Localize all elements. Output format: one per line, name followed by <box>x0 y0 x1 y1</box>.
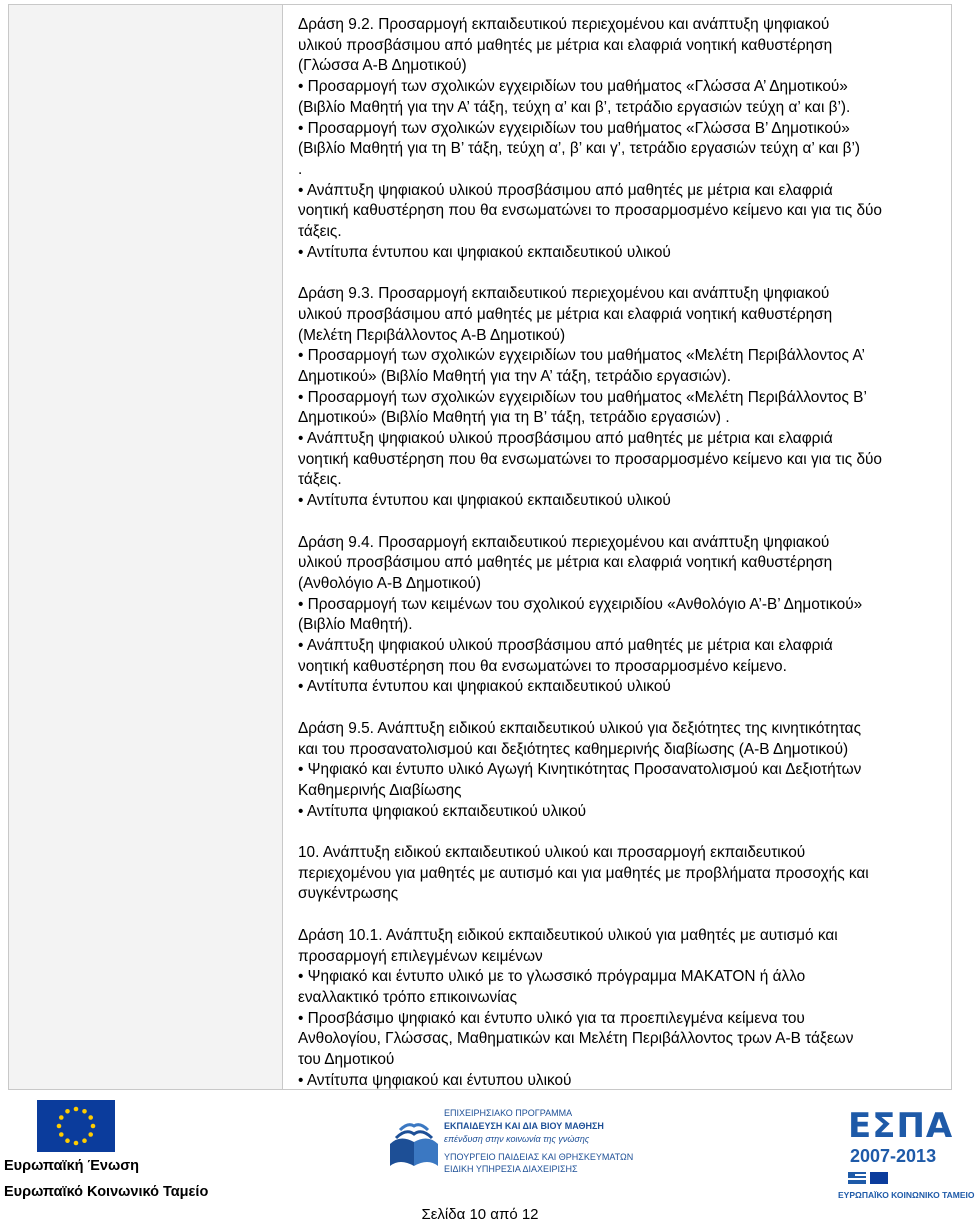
program-motto: επένδυση στην κοινωνία της γνώσης <box>444 1134 590 1144</box>
text-line: • Προσαρμογή των κειμένων του σχολικού εγχειριδίου «Ανθολόγιο Α’-Β’ Δημοτικού» <box>298 595 863 613</box>
epeaek-logo <box>386 1104 648 1176</box>
text-line: . <box>298 160 303 178</box>
program-title: ΕΠΙΧΕΙΡΗΣΙΑΚΟ ΠΡΟΓΡΑΜΜΑ <box>444 1108 573 1118</box>
text-line: • Ψηφιακό και έντυπο υλικό με το γλωσσικό πρόγραμμα MAKATON ή άλλο <box>298 968 806 986</box>
text-line: τάξεις. <box>298 471 342 489</box>
text-line: Δημοτικού» (Βιβλίο Μαθητή για την Α’ τάξη, τετράδιο εργασιών). <box>298 367 732 385</box>
text-line: Δημοτικού» (Βιβλίο Μαθητή για τη Β’ τάξη, τετράδιο εργασιών) . <box>298 409 730 427</box>
text-line: περιεχομένου για μαθητές με αυτισμό και για μαθητές με προβλήματα προσοχής και <box>298 864 869 882</box>
text-line: τάξεις. <box>298 223 342 241</box>
eu-star-icon <box>91 1124 96 1129</box>
text-line: νοητική καθυστέρηση που θα ενσωματώνει το προσαρμοσμένο κείμενο και για τις δύο <box>298 202 882 220</box>
text-line: • Ανάπτυξη ψηφιακού υλικού προσβάσιμου από μαθητές με μέτρια και ελαφριά <box>298 430 833 448</box>
text-line: Ανθολογίου, Γλώσσας, Μαθηματικών και Μελέτη Περιβάλλοντος τρων Α-Β τάξεων <box>298 1030 854 1048</box>
text-line: υλικού προσβάσιμου από μαθητές με μέτρια και ελαφριά νοητική καθυστέρηση <box>298 305 833 323</box>
espa-logo <box>838 1106 975 1216</box>
paragraph-gap <box>298 822 953 843</box>
espa-fund: ΕΥΡΩΠΑΪΚΟ ΚΟΙΝΩΝΙΚΟ ΤΑΜΕΙΟ <box>838 1190 975 1200</box>
eu-flag-icon <box>37 1100 115 1152</box>
text-line: • Αντίτυπα έντυπου και ψηφιακού εκπαιδευτικού υλικού <box>298 243 671 261</box>
text-line: (Βιβλίο Μαθητή για την Α’ τάξη, τεύχη α’ και β’, τετράδιο εργασιών τεύχη α’ και β’). <box>298 98 851 116</box>
espa-years: 2007-2013 <box>850 1146 937 1166</box>
text-line: υλικού προσβάσιμου από μαθητές με μέτρια και ελαφριά νοητική καθυστέρηση <box>298 554 833 572</box>
eu-star-icon <box>88 1132 93 1137</box>
book-logo-icon <box>386 1104 442 1174</box>
ministry-name: ΥΠΟΥΡΓΕΙΟ ΠΑΙΔΕΙΑΣ ΚΑΙ ΘΡΗΣΚΕΥΜΑΤΩΝ <box>444 1152 634 1162</box>
text-line: Καθημερινής Διαβίωσης <box>298 781 462 799</box>
text-line: Δράση 9.2. Προσαρμογή εκπαιδευτικού περιεχομένου και ανάπτυξη ψηφιακού <box>298 16 830 33</box>
paragraph-gap <box>298 512 953 533</box>
ministry-service: ΕΙΔΙΚΗ ΥΠΗΡΕΣΙΑ ΔΙΑΧΕΙΡΙΣΗΣ <box>444 1164 578 1174</box>
text-line: • Ψηφιακό και έντυπο υλικό Αγωγή Κινητικότητας Προσανατολισμού και Δεξιοτήτων <box>298 761 862 779</box>
page-footer <box>0 1098 975 1223</box>
eu-star-icon <box>65 1109 70 1114</box>
eu-star-icon <box>57 1124 62 1129</box>
espa-wordmark: ΕΣΠΑ <box>848 1106 954 1146</box>
text-line: Δράση 9.5. Ανάπτυξη ειδικού εκπαιδευτικού υλικού για δεξιότητες της κινητικότητας <box>298 719 861 737</box>
text-line: • Προσαρμογή των σχολικών εγχειριδίων του μαθήματος «Μελέτη Περιβάλλοντος Β’ <box>298 388 867 406</box>
text-line: Δράση 9.4. Προσαρμογή εκπαιδευτικού περιεχομένου και ανάπτυξη ψηφιακού <box>298 533 830 551</box>
text-line: υλικού προσβάσιμου από μαθητές με μέτρια και ελαφριά νοητική καθυστέρηση <box>298 36 833 54</box>
text-line: (Γλώσσα Α-Β Δημοτικού) <box>298 57 467 75</box>
eu-star-icon <box>74 1107 79 1112</box>
table-left-cell <box>9 5 283 1089</box>
content-table <box>8 4 952 1090</box>
text-line: (Ανθολόγιο Α-Β Δημοτικού) <box>298 574 481 592</box>
text-line: • Ανάπτυξη ψηφιακού υλικού προσβάσιμου από μαθητές με μέτρια και ελαφριά <box>298 181 833 199</box>
text-line: • Αντίτυπα έντυπου και ψηφιακού εκπαιδευτικού υλικού <box>298 492 671 510</box>
eu-star-icon <box>59 1115 64 1120</box>
text-line: 10. Ανάπτυξη ειδικού εκπαιδευτικού υλικού και προσαρμογή εκπαιδευτικού <box>298 844 806 862</box>
document-body <box>298 15 953 1091</box>
text-line: εναλλακτικό τρόπο επικοινωνίας <box>298 988 517 1006</box>
eu-fund-name: Ευρωπαϊκό Κοινωνικό Ταμείο <box>4 1184 209 1200</box>
text-line: (Βιβλίο Μαθητή για τη Β’ τάξη, τεύχη α’, β’ και γ’, τετράδιο εργασιών τεύχη α’ και β’) <box>298 140 861 158</box>
text-line: και του προσανατολισμού και δεξιότητες καθημερινής διαβίωσης (Α-Β Δημοτικού) <box>298 740 849 758</box>
text-line: νοητική καθυστέρηση που θα ενσωματώνει το προσαρμοσμένο κείμενο και για τις δύο <box>298 450 882 468</box>
text-line: • Προσαρμογή των σχολικών εγχειριδίων του μαθήματος «Γλώσσα Β’ Δημοτικού» <box>298 119 850 137</box>
text-line: (Μελέτη Περιβάλλοντος Α-Β Δημοτικού) <box>298 326 566 344</box>
text-line: • Προσαρμογή των σχολικών εγχειριδίων του μαθήματος «Μελέτη Περιβάλλοντος Α’ <box>298 347 865 365</box>
text-line: • Ανάπτυξη ψηφιακού υλικού προσβάσιμου από μαθητές με μέτρια και ελαφριά <box>298 637 833 655</box>
page-number: Σελίδα 10 από 12 <box>421 1206 539 1223</box>
text-line: Δράση 10.1. Ανάπτυξη ειδικού εκπαιδευτικού υλικού για μαθητές με αυτισμό και <box>298 926 838 944</box>
text-line: • Αντίτυπα έντυπου και ψηφιακού εκπαιδευτικού υλικού <box>298 678 671 696</box>
paragraph-gap <box>298 263 953 284</box>
text-line: Δράση 9.3. Προσαρμογή εκπαιδευτικού περιεχομένου και ανάπτυξη ψηφιακού <box>298 285 830 303</box>
eu-star-icon <box>82 1109 87 1114</box>
eu-star-icon <box>88 1115 93 1120</box>
text-line: (Βιβλίο Μαθητή). <box>298 616 413 634</box>
paragraph-gap <box>298 698 953 719</box>
greek-eu-flags-icon <box>848 1172 888 1186</box>
eu-star-icon <box>82 1138 87 1143</box>
program-subtitle: ΕΚΠΑΙΔΕΥΣΗ ΚΑΙ ΔΙΑ ΒΙΟΥ ΜΑΘΗΣΗ <box>444 1121 604 1131</box>
text-line: • Αντίτυπα ψηφιακού και έντυπου υλικού <box>298 1071 572 1089</box>
text-line: προσαρμογή επιλεγμένων κειμένων <box>298 947 543 965</box>
text-line: νοητική καθυστέρηση που θα ενσωματώνει το προσαρμοσμένο κείμενο. <box>298 657 787 675</box>
text-line: του Δημοτικού <box>298 1051 395 1069</box>
eu-star-icon <box>65 1138 70 1143</box>
text-line: • Αντίτυπα ψηφιακού εκπαιδευτικού υλικού <box>298 802 587 820</box>
eu-star-icon <box>59 1132 64 1137</box>
eu-star-icon <box>74 1141 79 1146</box>
text-line: συγκέντρωσης <box>298 885 399 903</box>
text-line: • Προσαρμογή των σχολικών εγχειριδίων του μαθήματος «Γλώσσα Α’ Δημοτικού» <box>298 78 848 96</box>
eu-name: Ευρωπαϊκή Ένωση <box>4 1158 139 1174</box>
paragraph-gap <box>298 905 953 926</box>
text-line: • Προσβάσιμο ψηφιακό και έντυπο υλικό για τα προεπιλεγμένα κείμενα του <box>298 1009 805 1027</box>
